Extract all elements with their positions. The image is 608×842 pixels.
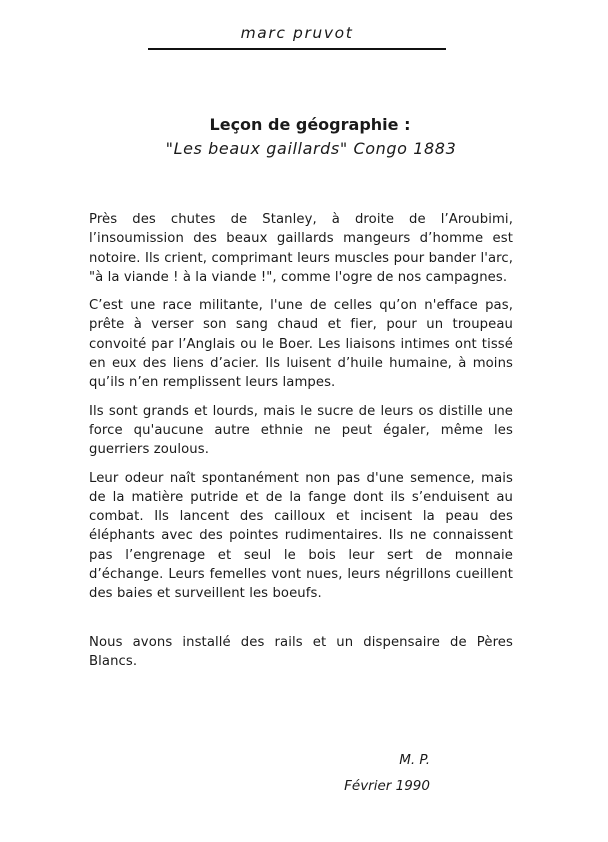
- paragraph: Leur odeur naît spontanément non pas d'une semence, mais de la matière putride et de la fange dont ils s’enduisent au combat. Ils lancent des cailloux et incisent la peau des éléphants avec des pointes rudimentaires. Ils ne connaissent pas l’engrenage et seul le bois leur sert de monnaie d’échange. Leurs femelles vont nues, leurs négrillons cueillent des baies et surveillent les boeufs.: [89, 470, 513, 602]
- signature-block: [344, 747, 430, 799]
- title-block: [0, 113, 608, 161]
- paragraph: Près des chutes de Stanley, à droite de l’Aroubimi, l’insoumission des beaux gaillards mangeurs d’homme est notoire. Ils crient, comprimant leurs muscles pour bander l'arc, "à la viande ! à la viande !", comme l'ogre de nos campagnes.: [89, 212, 513, 285]
- paragraph: Nous avons installé des rails et un dispensaire de Pères Blancs.: [89, 634, 513, 669]
- paragraph: Ils sont grands et lourds, mais le sucre de leurs os distille une force qu'aucune autre ethnie ne peut égaler, même les guerriers zoulous.: [89, 403, 513, 458]
- page-title: Leçon de géographie :: [209, 115, 411, 134]
- signature-date: Février 1990: [344, 778, 430, 794]
- header-rule: [148, 48, 446, 50]
- page-header: [148, 20, 446, 50]
- paragraph: C’est une race militante, l'une de celles qu’on n'efface pas, prête à verser son sang chaud et fier, pour un troupeau convoité par l’Anglais ou le Boer. Les liaisons intimes ont tissé en eux des liens d’acier. Ils luisent d’huile humaine, à moins qu’ils n’en remplissent leurs lampes.: [89, 298, 513, 391]
- page-subtitle: "Les beaux gaillards" Congo 1883: [165, 139, 457, 158]
- author-name: marc pruvot: [240, 24, 354, 42]
- signature-initials: M. P.: [399, 752, 430, 768]
- body-text: [89, 210, 513, 680]
